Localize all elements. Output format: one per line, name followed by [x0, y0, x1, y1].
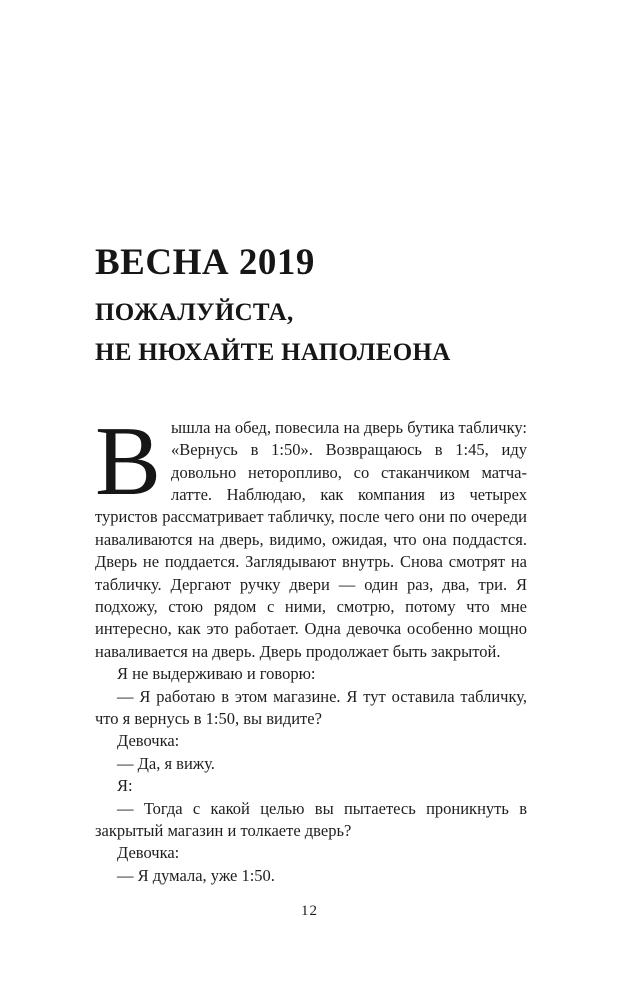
body-paragraph: — Да, я вижу. — [117, 753, 215, 773]
body-paragraph: Я: — [117, 776, 133, 796]
drop-cap: В — [95, 406, 162, 516]
body-text — [95, 406, 527, 888]
chapter-title: ВЕСНА 2019 — [95, 242, 315, 283]
body-paragraph: — Я думала, уже 1:50. — [117, 865, 275, 885]
body-paragraph: Девочка: — [117, 843, 180, 863]
body-paragraph — [95, 406, 527, 663]
body-paragraph: Я не выдерживаю и говорю: — [117, 664, 316, 684]
body-paragraph: — Тогда с какой целью вы пытаетесь проникнуть в закрытый магазин и толкаете дверь? — [95, 798, 527, 840]
page-content — [95, 0, 527, 887]
chapter-subtitle-line-1: ПОЖАЛУЙСТА, — [95, 298, 294, 326]
body-paragraph: Девочка: — [117, 731, 180, 751]
chapter-subtitle-line-2: НЕ НЮХАЙТЕ НАПОЛЕОНА — [95, 338, 451, 366]
paragraph-text: ышла на обед, повесила на дверь бутика табличку: «Вернусь в 1:50». Возвращаюсь в 1:45, иду довольно неторопливо, со стаканчиком матча-латте. Наблюдаю, как компания из четырех туристов рассматривает табличку, после чего они по очереди наваливаются на дверь, видимо, ожидая, что она поддастся. Дверь не поддается. Заглядывают внутрь. Снова смотрят на табличку. Дергают ручку двери — один раз, два, три. Я подхожу, стою рядом с ними, смотрю, потому что мне интересно, как это работает. Одна девочка особенно мощно наваливается на дверь. Дверь продолжает быть закрытой. — [95, 417, 527, 661]
page-number: 12 — [301, 903, 318, 919]
body-paragraph: — Я работаю в этом магазине. Я тут оставила табличку, что я вернусь в 1:50, вы видите? — [95, 686, 527, 728]
chapter-subtitle — [95, 293, 527, 373]
